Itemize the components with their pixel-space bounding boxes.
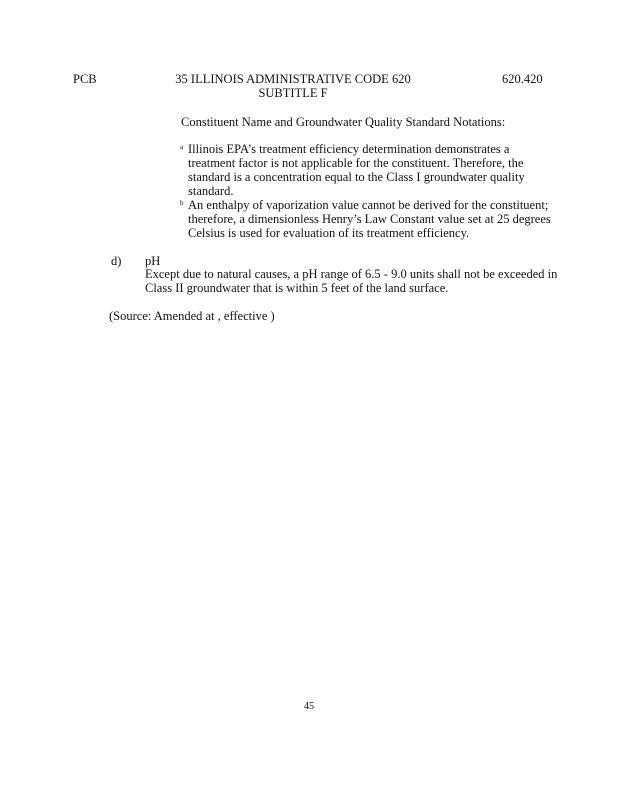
footnote-a <box>180 142 525 198</box>
header-section-number: 620.420 <box>502 72 543 86</box>
subsection-d-body: Except due to natural causes, a pH range of 6.5 - 9.0 units shall not be exceeded in Class II groundwater that is within 5 feet of the land surface. <box>145 267 558 295</box>
footnote-a-line: standard is a concentration equal to the Class I groundwater quality <box>188 170 525 184</box>
source-note: (Source: Amended at , effective ) <box>109 309 275 323</box>
header-agency: PCB <box>73 72 97 86</box>
subsection-d-label: d) <box>111 254 122 268</box>
footnote-a-line: treatment factor is not applicable for the constituent. Therefore, the <box>188 156 524 170</box>
footnote-b <box>180 198 551 240</box>
footnote-a-line: Illinois EPA’s treatment efficiency determination demonstrates a <box>188 142 510 156</box>
header-code-line: 35 ILLINOIS ADMINISTRATIVE CODE 620 <box>175 72 411 86</box>
footnote-a-line: standard. <box>188 184 234 198</box>
footnote-marker-b: b <box>180 199 184 207</box>
subsection-d-title: pH <box>145 254 161 268</box>
footnote-b-line: therefore, a dimensionless Henry’s Law Constant value set at 25 degrees <box>188 212 551 226</box>
footnote-b-line: Celsius is used for evaluation of its treatment efficiency. <box>188 226 470 240</box>
header-code-title <box>174 72 412 100</box>
page-number: 45 <box>304 701 314 712</box>
footnote-b-line: An enthalpy of vaporization value cannot be derived for the constituent; <box>188 198 549 212</box>
footnote-marker-a: a <box>180 143 184 151</box>
header-subtitle-line: SUBTITLE F <box>258 86 328 100</box>
notations-heading: Constituent Name and Groundwater Quality Standard Notations: <box>181 115 506 129</box>
